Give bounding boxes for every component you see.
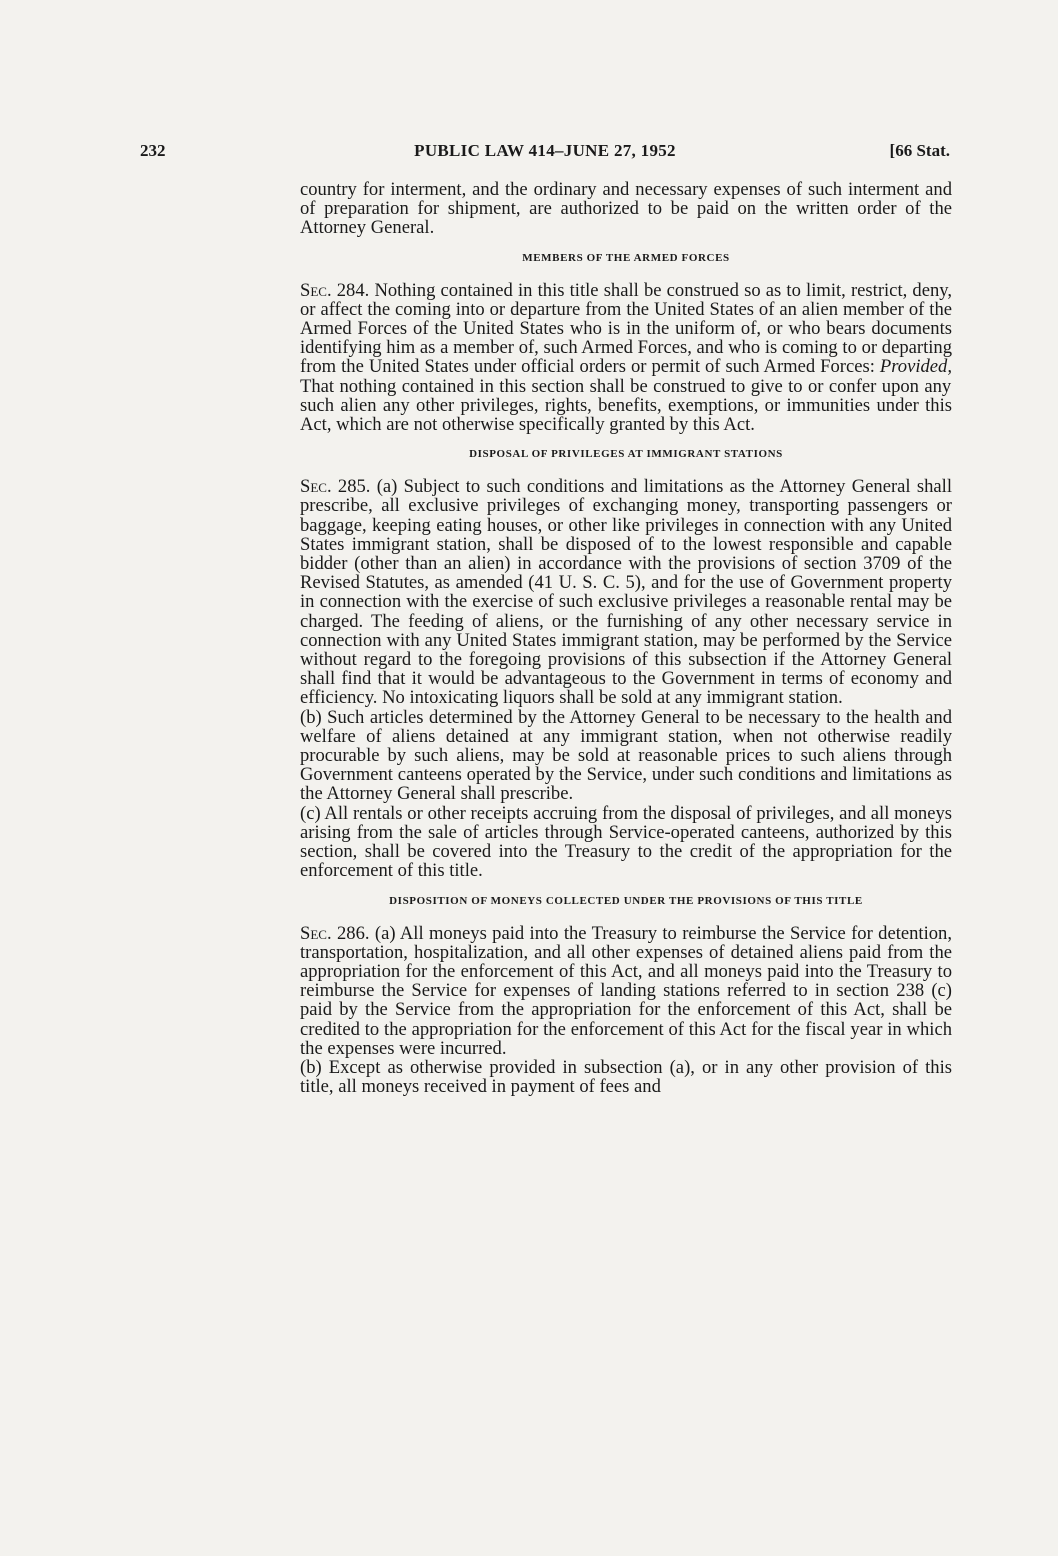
- section-286a: [300, 924, 952, 1058]
- section-heading-armed-forces: MEMBERS OF THE ARMED FORCES: [522, 251, 730, 264]
- paragraph-continuation: country for interment, and the ordinary and necessary expenses of such interment and of preparation for shipment, are authorized to be paid on the written order of the Attorney General.: [300, 179, 952, 239]
- section-284: [300, 281, 952, 435]
- provided-italic: Provided,: [879, 356, 952, 378]
- sec-label: Sec.: [300, 476, 332, 498]
- section-285c: (c) All rentals or other receipts accruing from the disposal of privileges, and all moneys arising from the sale of articles through Service-operated canteens, authorized by this section, shall be covered into the Treasury to the credit of the appropriation for the enforcement of this title.: [300, 802, 952, 882]
- section-heading-disposition-moneys: DISPOSITION OF MONEYS COLLECTED UNDER THE PROVISIONS OF THIS TITLE: [389, 894, 863, 907]
- section-284-text: 284. Nothing contained in this title shall be construed so as to limit, restrict, deny, or affect the coming into or departure from the United States of an alien member of the Armed Forces of the United States who is in the uniform of, or who bears documents identifying him as a member of, such Armed Forces, and who is coming to or departing from the United States under official orders or permit of such Armed Forces:: [300, 279, 952, 378]
- section-285a: [300, 477, 952, 707]
- running-title: PUBLIC LAW 414–JUNE 27, 1952: [414, 141, 676, 160]
- sec-label: Sec.: [300, 922, 332, 944]
- section-285a-text: 285. (a) Subject to such conditions and limitations as the Attorney General shall prescribe, all exclusive privileges of exchanging money, transporting passengers or baggage, keeping eating houses, or other like privileges in connection with any United States immigrant station, shall be disposed of to the lowest responsible and capable bidder (other than an alien) in accordance with the provisions of section 3709 of the Revised Statutes, as amended (41 U. S. C. 5), and for the use of Government property in connection with the exercise of such exclusive privileges a reasonable rental may be charged. The feeding of aliens, or the furnishing of any other necessary service in connection with any United States immigrant station, may be performed by the Service without regard to the foregoing provisions of this subsection if the Attorney General shall find that it would be advantageous to the Government in terms of economy and efficiency. No intoxicating liquors shall be sold at any immigrant station.: [300, 476, 952, 709]
- body-text: [300, 180, 952, 1096]
- volume-citation: [66 Stat.: [889, 141, 950, 160]
- sec-label: Sec.: [300, 279, 332, 301]
- running-header: [140, 141, 950, 165]
- section-285b: (b) Such articles determined by the Attorney General to be necessary to the health and welfare of aliens detained at any immigrant station, when not otherwise readily procurable by such aliens, may be sold at reasonable prices to such aliens through Government canteens operated by the Service, under such conditions and limitations as the Attorney General shall prescribe.: [300, 706, 952, 805]
- section-286b: (b) Except as otherwise provided in subsection (a), or in any other provision of this title, all moneys received in payment of fees and: [300, 1056, 952, 1098]
- section-heading-disposal-privileges: DISPOSAL OF PRIVILEGES AT IMMIGRANT STATIONS: [469, 448, 783, 461]
- page-number: 232: [140, 141, 166, 160]
- section-284-text-2: That nothing contained in this section shall be construed to give to or confer upon any such alien any other privileges, rights, benefits, exemptions, or immunities under this Act, which are not otherwise specifically granted by this Act.: [300, 375, 952, 436]
- section-286a-text: 286. (a) All moneys paid into the Treasury to reimburse the Service for detention, transportation, hospitalization, and all other expenses of detained aliens paid from the appropriation for the enforcement of this Act, and all moneys paid into the Treasury to reimburse the Service for expenses of landing stations referred to in section 238 (c) paid by the Service from the appropriation for the enforcement of this Act, shall be credited to the appropriation for the enforcement of this Act for the fiscal year in which the expenses were incurred.: [300, 922, 952, 1059]
